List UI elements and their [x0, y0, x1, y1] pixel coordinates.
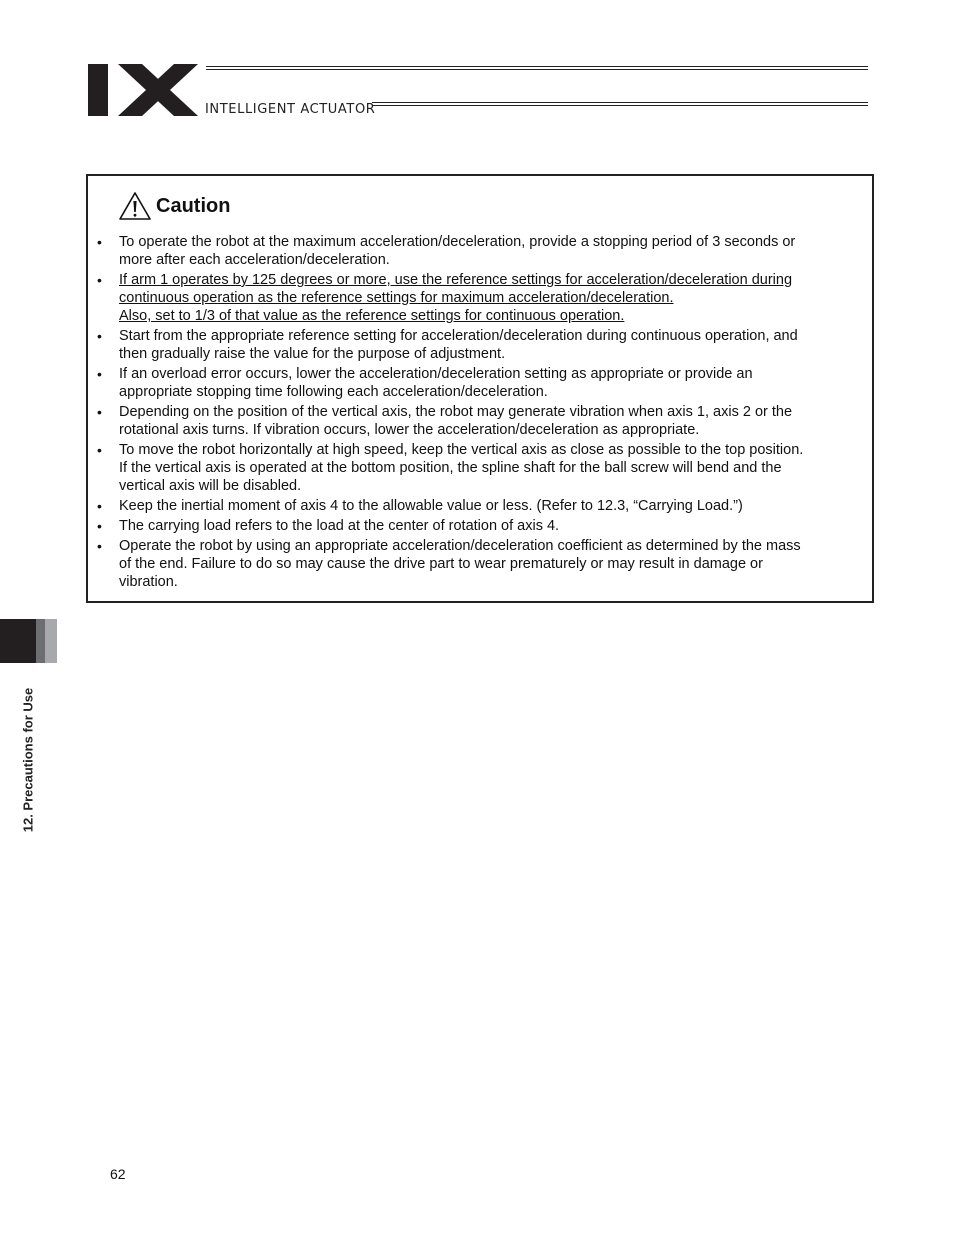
- caution-item-line: Depending on the position of the vertical axis, the robot may generate vibration when axis 1, axis 2 or the: [119, 404, 793, 420]
- page-number: 62: [110, 1166, 126, 1182]
- caution-item-line: Start from the appropriate reference setting for acceleration/deceleration during continuous operation, and: [119, 328, 798, 344]
- caution-item-line: appropriate stopping time following each acceleration/deceleration.: [119, 384, 548, 400]
- brand-name: INTELLIGENT ACTUATOR: [205, 102, 376, 117]
- header-rule-top: [206, 66, 868, 70]
- caution-item-line: Keep the inertial moment of axis 4 to the allowable value or less. (Refer to 12.3, “Carrying Load.”): [119, 498, 743, 514]
- caution-item: [95, 233, 865, 269]
- chapter-tab-light-block: [45, 619, 57, 663]
- caution-item-line: If arm 1 operates by 125 degrees or more, use the reference settings for acceleration/deceleration during: [119, 272, 793, 288]
- caution-box: [86, 174, 874, 603]
- caution-item: [95, 497, 865, 515]
- caution-heading: [118, 190, 230, 222]
- caution-item-line: Also, set to 1/3 of that value as the reference settings for continuous operation.: [119, 308, 625, 324]
- caution-item-line: vertical axis will be disabled.: [119, 478, 302, 494]
- ix-logo-icon: [88, 64, 200, 116]
- caution-item-line: rotational axis turns. If vibration occurs, lower the acceleration/deceleration as appropriate.: [119, 422, 700, 438]
- caution-item: [95, 441, 865, 495]
- caution-item: [95, 271, 865, 325]
- chapter-label: 12. Precautions for Use: [20, 687, 36, 833]
- bullet-icon: •: [97, 538, 102, 554]
- caution-item-line: continuous operation as the reference settings for maximum acceleration/deceleration.: [119, 290, 674, 306]
- header-rule-bottom: [372, 102, 868, 106]
- caution-item-line: Operate the robot by using an appropriate acceleration/deceleration coefficient as determined by the mass: [119, 538, 801, 554]
- bullet-icon: •: [97, 498, 102, 514]
- caution-item: [95, 365, 865, 401]
- bullet-icon: •: [97, 366, 102, 382]
- caution-title: Caution: [156, 194, 231, 217]
- caution-item-line: vibration.: [119, 574, 178, 590]
- caution-item: [95, 517, 865, 535]
- bullet-icon: •: [97, 518, 102, 534]
- caution-item-line: The carrying load refers to the load at the center of rotation of axis 4.: [119, 518, 560, 534]
- page-header: [88, 60, 868, 124]
- caution-item-line: To operate the robot at the maximum acceleration/deceleration, provide a stopping period of 3 seconds or: [119, 234, 796, 250]
- bullet-icon: •: [97, 442, 102, 458]
- caution-item-line: more after each acceleration/deceleration.: [119, 252, 390, 268]
- chapter-tab-mid-block: [36, 619, 45, 663]
- caution-item-line: of the end. Failure to do so may cause the drive part to wear prematurely or may result in damage or: [119, 556, 763, 572]
- bullet-icon: •: [97, 234, 102, 250]
- caution-item-line: If the vertical axis is operated at the bottom position, the spline shaft for the ball screw will bend and the: [119, 460, 782, 476]
- caution-list: [95, 233, 865, 593]
- bullet-icon: •: [97, 328, 102, 344]
- caution-item: [95, 537, 865, 591]
- caution-item-line: If an overload error occurs, lower the acceleration/deceleration setting as appropriate or provide an: [119, 366, 753, 382]
- caution-item-line: then gradually raise the value for the purpose of adjustment.: [119, 346, 506, 362]
- chapter-tab-dark-block: [0, 619, 36, 663]
- caution-item: [95, 403, 865, 439]
- caution-item: [95, 327, 865, 363]
- bullet-icon: •: [97, 404, 102, 420]
- warning-triangle-icon: [118, 191, 152, 221]
- bullet-icon: •: [97, 272, 102, 288]
- caution-item-line: To move the robot horizontally at high speed, keep the vertical axis as close as possible to the top position.: [119, 442, 804, 458]
